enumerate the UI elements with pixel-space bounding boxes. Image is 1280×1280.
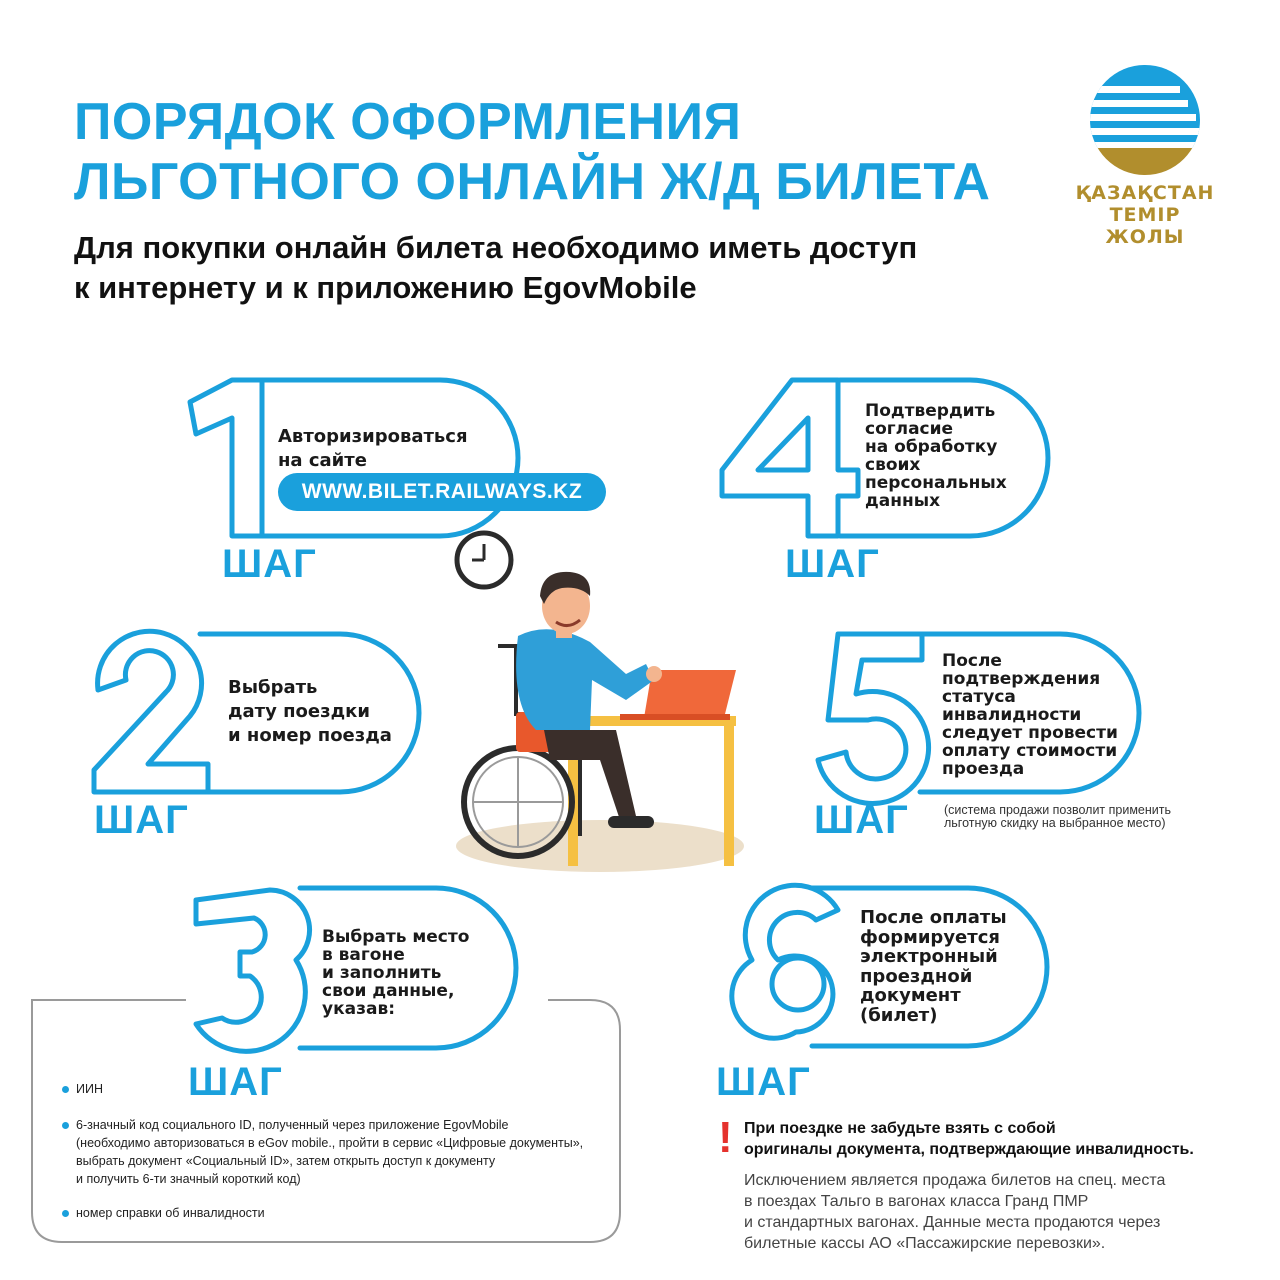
step-5-line: инвалидности (942, 705, 1082, 725)
step-3-line: и заполнить (322, 963, 442, 983)
step-6-line: (билет) (860, 1004, 938, 1026)
bullet-icon (62, 1086, 69, 1093)
bullet-icon (62, 1122, 69, 1129)
step-6-line: формируется (860, 926, 1000, 948)
list-item-text: номер справки об инвалидности (76, 1206, 265, 1220)
step-6-line: документ (860, 985, 961, 1006)
list-item (62, 1080, 103, 1098)
step-3-line: указав: (322, 999, 395, 1019)
step-4-label: ШАГ (785, 542, 880, 586)
step-4-digit (722, 380, 858, 536)
step-6-text (860, 908, 1007, 1025)
step-3-text (322, 928, 469, 1018)
logo-line-3: ЖОЛЫ (1105, 226, 1185, 248)
list-item-text: и получить 6-ти значный короткий код) (76, 1172, 301, 1186)
step-4-line: данных (865, 491, 941, 511)
step-2-label: ШАГ (94, 798, 189, 842)
step-4-text (865, 402, 1007, 510)
floor-shadow (456, 820, 744, 872)
step-3-line: в вагоне (322, 945, 405, 965)
step-1-line: на сайте (278, 450, 367, 471)
step-1-digit (190, 380, 262, 536)
subtitle-line-1: Для покупки онлайн билета необходимо иметь доступ (74, 230, 918, 265)
step-2-line: дату поездки (228, 701, 370, 722)
clock-icon (457, 533, 511, 587)
step-4-line: согласие (865, 419, 954, 439)
step-2-line: Выбрать (228, 677, 318, 698)
step-6-digit (732, 885, 838, 1038)
step-1-text (278, 425, 468, 473)
title-line-1: ПОРЯДОК ОФОРМЛЕНИЯ (74, 93, 742, 151)
step-6-line: проездной (860, 965, 973, 987)
reminder-line: При поездке не забудьте взять с собой (744, 1120, 1056, 1137)
exception-text (744, 1170, 1165, 1254)
step-5-line: оплату стоимости (942, 741, 1118, 761)
step-6-line: После оплаты (860, 907, 1007, 928)
exclamation-icon: ! (718, 1113, 733, 1162)
subtitle-line-2: к интернету и к приложению EgovMobile (74, 270, 697, 305)
reminder-text (744, 1118, 1194, 1160)
step-6-line: электронный (860, 946, 998, 967)
step-3-line: Выбрать место (322, 927, 470, 947)
exception-line: Исключением является продажа билетов на спец. места (744, 1172, 1166, 1189)
list-item-text: 6-значный код социального ID, полученный через приложение EgovMobile (76, 1118, 509, 1132)
list-item-text: выбрать документ «Социальный ID», затем открыть доступ к документу (76, 1154, 496, 1168)
exception-line: билетные кассы АО «Пассажирские перевозки». (744, 1235, 1106, 1252)
step-4-line: персональных (865, 473, 1007, 493)
step-1-label: ШАГ (222, 542, 317, 586)
step-5-line: следует провести (942, 723, 1118, 743)
logo-line-1: ҚАЗАҚСТАН (1075, 182, 1215, 204)
exception-line: и стандартных вагонах. Данные места продаются через (744, 1214, 1161, 1231)
step-2-line: и номер поезда (228, 725, 392, 746)
wheelchair-user-illustration (440, 524, 760, 876)
step-5-line: После (942, 651, 1002, 671)
step-5-digit (818, 634, 929, 803)
bullet-icon (62, 1210, 69, 1217)
step-3-digit (196, 890, 310, 1051)
list-item-text: ИИН (76, 1082, 103, 1096)
list-item (62, 1204, 265, 1222)
step-4-line: Подтвердить (865, 401, 996, 421)
step-3-label: ШАГ (188, 1060, 283, 1104)
step-2-digit (94, 631, 208, 792)
step-5-label: ШАГ (814, 798, 909, 842)
step-4-line: своих (865, 455, 921, 475)
step-5-note (944, 804, 1171, 830)
step-5-note-line: (система продажи позволит применить (944, 803, 1171, 817)
step-5-text (942, 652, 1118, 778)
list-item-text: (необходимо авторизоваться в eGov mobile., пройти в сервис «Цифровые документы», (76, 1136, 584, 1150)
step-2-text (228, 676, 392, 748)
step-3-line: свои данные, (322, 981, 455, 1001)
website-url-link[interactable]: WWW.BILET.RAILWAYS.KZ (278, 473, 606, 511)
step-5-note-line: льготную скидку на выбранное место) (944, 816, 1166, 830)
step-5-line: проезда (942, 759, 1025, 779)
step-1-line: Авторизироваться (278, 426, 468, 447)
title-line-2: ЛЬГОТНОГО ОНЛАЙН Ж/Д БИЛЕТА (74, 153, 991, 211)
step-4-line: на обработку (865, 437, 998, 457)
logo-line-2: ТЕМІР (1109, 204, 1181, 226)
step-5-line: статуса (942, 687, 1016, 707)
step-6-label: ШАГ (716, 1060, 811, 1104)
reminder-line: оригиналы документа, подтверждающие инвалидность. (744, 1141, 1194, 1158)
list-item (62, 1116, 583, 1188)
step-5-line: подтверждения (942, 669, 1101, 689)
exception-line: в поездах Тальго в вагонах класса Гранд ПМР (744, 1193, 1089, 1210)
